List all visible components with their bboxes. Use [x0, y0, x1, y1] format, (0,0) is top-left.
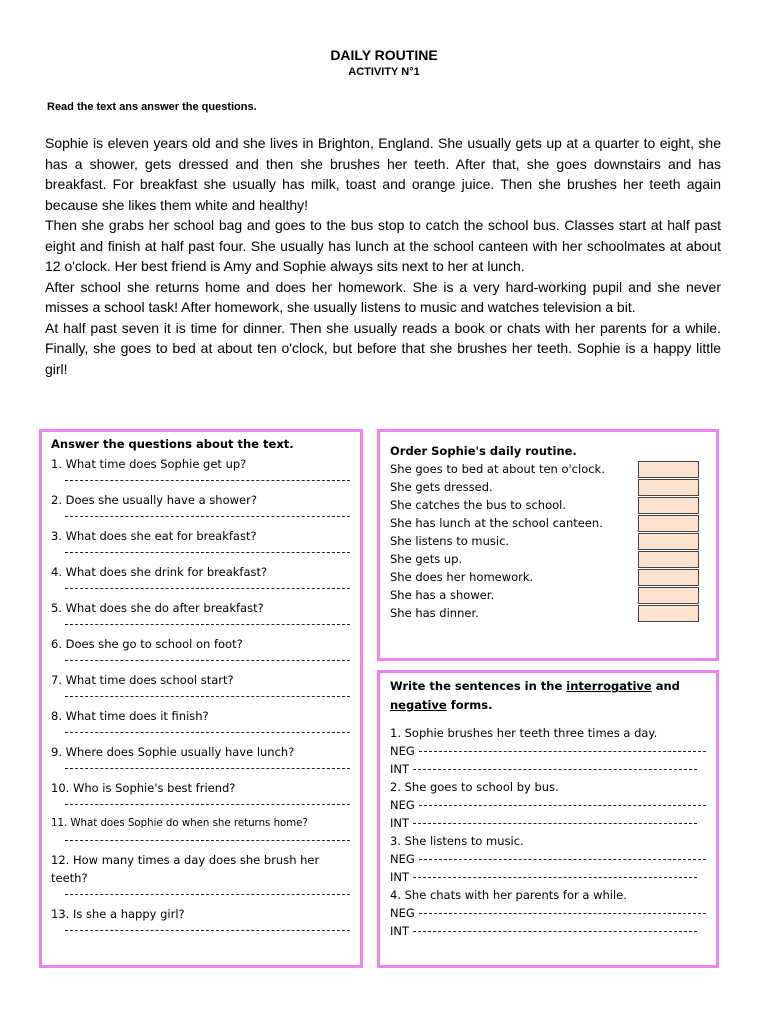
question: 2. Does she usually have a shower?: [51, 493, 257, 507]
order-number-cell[interactable]: [638, 551, 699, 568]
int-label: INT: [390, 924, 410, 938]
sentence: 4. She chats with her parents for a while.: [390, 888, 627, 902]
dash-line: [413, 769, 697, 770]
order-heading: Order Sophie's daily routine.: [390, 444, 577, 458]
order-box: [377, 429, 719, 661]
routine-item: She gets up.: [390, 552, 463, 566]
write-heading: [390, 677, 710, 715]
routine-item: She gets dressed.: [390, 480, 493, 494]
routine-item: She catches the bus to school.: [390, 498, 567, 512]
int-label: INT: [390, 762, 410, 776]
question: 9. Where does Sophie usually have lunch?: [51, 745, 295, 759]
page-title: DAILY ROUTINE: [330, 47, 438, 63]
order-number-cell[interactable]: [638, 461, 699, 478]
answer-line[interactable]: [65, 840, 350, 841]
neg-line[interactable]: [390, 744, 710, 758]
int-line[interactable]: [390, 870, 710, 884]
int-label: INT: [390, 870, 410, 884]
question: 1. What time does Sophie get up?: [51, 457, 247, 471]
write-sentences-box: [377, 670, 719, 968]
story-paragraph: At half past seven it is time for dinner. Then she usually reads a book or chats with her parents for a while. Finally, she goes to bed at about ten o'clock, but before that she brushes her teeth. Sophie is a happy little girl!: [45, 319, 721, 377]
dash-line: [413, 877, 697, 878]
story-paragraph: Sophie is eleven years old and she lives in Brighton, England. She usually gets up at a quarter to eight, she has a shower, gets dressed and then she brushes her teeth. After that, she goes downstairs and has breakfast. For breakfast she usually has milk, toast and orange juice. Then she brushes her teeth again because she likes them white and healthy!: [45, 135, 721, 213]
heading-text: Write the sentences in the: [390, 679, 567, 693]
neg-label: NEG: [390, 852, 415, 866]
dash-line: [413, 931, 697, 932]
int-line[interactable]: [390, 816, 710, 830]
answer-line[interactable]: [65, 930, 350, 931]
int-line[interactable]: [390, 762, 710, 776]
heading-text: forms.: [446, 698, 493, 712]
neg-label: NEG: [390, 798, 415, 812]
sentence: 2. She goes to school by bus.: [390, 780, 559, 794]
question: 7. What time does school start?: [51, 673, 234, 687]
neg-label: NEG: [390, 906, 415, 920]
order-number-cell[interactable]: [638, 497, 699, 514]
question: 6. Does she go to school on foot?: [51, 637, 243, 651]
heading-text: and: [651, 679, 680, 693]
order-number-cell[interactable]: [638, 605, 699, 622]
activity-subtitle: ACTIVITY N°1: [348, 66, 420, 78]
neg-line[interactable]: [390, 852, 710, 866]
int-line[interactable]: [390, 924, 710, 938]
answer-line[interactable]: [65, 732, 350, 733]
neg-line[interactable]: [390, 798, 710, 812]
question: 3. What does she eat for breakfast?: [51, 529, 257, 543]
order-number-cell[interactable]: [638, 569, 699, 586]
answer-line[interactable]: [65, 696, 350, 697]
answer-line[interactable]: [65, 768, 350, 769]
question: 12. How many times a day does she brush her teeth?: [51, 853, 320, 885]
routine-item: She has dinner.: [390, 606, 479, 620]
routine-item: She goes to bed at about ten o'clock.: [390, 462, 605, 476]
dash-line: [419, 805, 706, 806]
story-paragraph: Then she grabs her school bag and goes to the bus stop to catch the school bus. Classes start at half past eight and finish at half past four. She usually has lunch at the school canteen with her schoolmates at about 12 o'clock. Her best friend is Amy and Sophie always sits next to her at lunch.: [45, 217, 721, 274]
question: 11. What does Sophie do when she returns home?: [51, 818, 308, 829]
neg-line[interactable]: [390, 906, 710, 920]
dash-line: [419, 751, 706, 752]
order-number-cell[interactable]: [638, 533, 699, 550]
questions-box: [39, 429, 363, 968]
int-label: INT: [390, 816, 410, 830]
routine-item: She has lunch at the school canteen.: [390, 516, 603, 530]
answer-line[interactable]: [65, 624, 350, 625]
question: 10. Who is Sophie's best friend?: [51, 781, 236, 795]
question: 13. Is she a happy girl?: [51, 907, 185, 921]
order-number-cell[interactable]: [638, 479, 699, 496]
dash-line: [419, 913, 706, 914]
neg-label: NEG: [390, 744, 415, 758]
answer-line[interactable]: [65, 516, 350, 517]
routine-item: She listens to music.: [390, 534, 510, 548]
answer-line[interactable]: [65, 552, 350, 553]
questions-heading: Answer the questions about the text.: [51, 437, 294, 451]
sentence: 3. She listens to music.: [390, 834, 524, 848]
question: 4. What does she drink for breakfast?: [51, 565, 268, 579]
order-number-cell[interactable]: [638, 587, 699, 604]
answer-line[interactable]: [65, 588, 350, 589]
routine-item: She has a shower.: [390, 588, 495, 602]
dash-line: [413, 823, 697, 824]
question: 5. What does she do after breakfast?: [51, 601, 264, 615]
routine-item: She does her homework.: [390, 570, 534, 584]
answer-line[interactable]: [65, 804, 350, 805]
dash-line: [419, 859, 706, 860]
answer-line[interactable]: [65, 894, 350, 895]
instruction: Read the text ans answer the questions.: [47, 101, 257, 113]
story-paragraph: After school she returns home and does her homework. She is a very hard-working pupil and she never misses a school task! After homework, she usually listens to music and watches television a bit.: [45, 278, 721, 315]
answer-line[interactable]: [65, 660, 350, 661]
order-number-cell[interactable]: [638, 515, 699, 532]
negative-word: negative: [390, 698, 447, 712]
story-text: [45, 133, 721, 379]
answer-line[interactable]: [65, 480, 350, 481]
sentence: 1. Sophie brushes her teeth three times a day.: [390, 726, 658, 740]
question: 8. What time does it finish?: [51, 709, 209, 723]
interrogative-word: interrogative: [566, 679, 652, 693]
